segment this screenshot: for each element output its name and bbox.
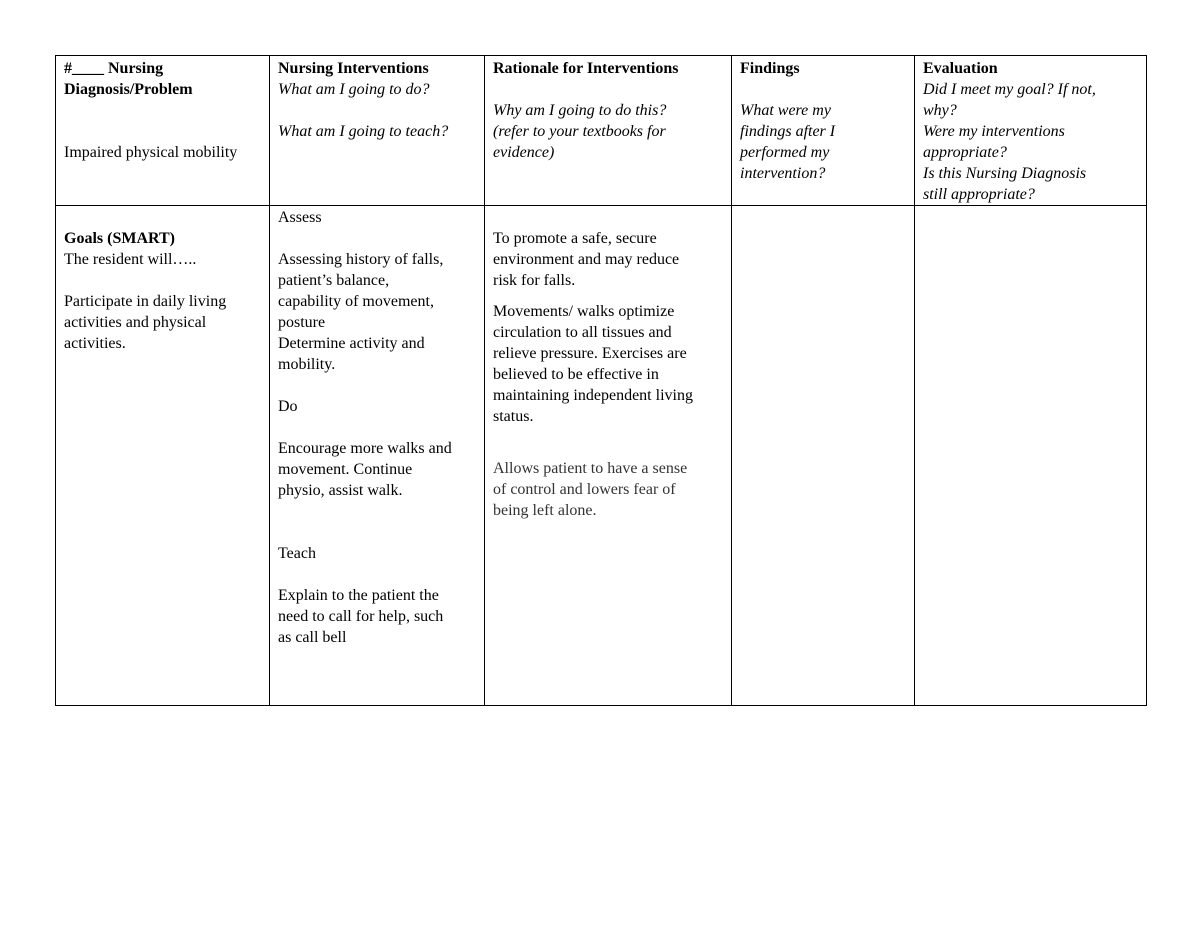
rationale2-line2: circulation to all tissues and (493, 324, 672, 341)
evaluation-header-cell (915, 56, 1147, 206)
findings-cell (732, 206, 915, 706)
rationale2-line1: Movements/ walks optimize (493, 303, 675, 320)
rationale-prompt-line2: (refer to your textbooks for (493, 123, 666, 140)
interventions-cell (270, 206, 485, 706)
do-line3: physio, assist walk. (278, 482, 403, 499)
rationale-header-cell (485, 56, 732, 206)
teach-line2: need to call for help, such (278, 608, 444, 625)
content-row (56, 206, 1147, 706)
assess-line1: Assessing history of falls, (278, 251, 444, 268)
rationale2-line4: believed to be effective in (493, 366, 659, 383)
goal-line1: Participate in daily living (64, 293, 227, 310)
assess-heading: Assess (278, 209, 322, 226)
interventions-prompt-teach: What am I going to teach? (278, 123, 449, 140)
teach-line3: as call bell (278, 629, 347, 646)
findings-prompt-line3: performed my (740, 144, 830, 161)
evaluation-prompt-line6: still appropriate? (923, 186, 1035, 203)
assess-line6: mobility. (278, 356, 336, 373)
evaluation-cell (915, 206, 1147, 706)
rationale2-line3: relieve pressure. Exercises are (493, 345, 687, 362)
rationale1-line3: risk for falls. (493, 272, 576, 289)
rationale2-line6: status. (493, 408, 534, 425)
interventions-prompt-do: What am I going to do? (278, 81, 430, 98)
evaluation-title: Evaluation (923, 60, 998, 77)
rationale1-line2: environment and may reduce (493, 251, 680, 268)
rationale3-line1: Allows patient to have a sense (493, 460, 688, 477)
rationale3-line2: of control and lowers fear of (493, 481, 676, 498)
nursing-care-plan-table (55, 55, 1147, 706)
evaluation-prompt-line4: appropriate? (923, 144, 1007, 161)
findings-prompt-line4: intervention? (740, 165, 826, 182)
evaluation-prompt-line3: Were my interventions (923, 123, 1065, 140)
do-line1: Encourage more walks and (278, 440, 452, 457)
assess-line5: Determine activity and (278, 335, 425, 352)
do-line2: movement. Continue (278, 461, 413, 478)
goal-line3: activities. (64, 335, 126, 352)
goal-line2: activities and physical (64, 314, 207, 331)
do-heading: Do (278, 398, 298, 415)
diagnosis-header-cell (56, 56, 270, 206)
diagnosis-value: Impaired physical mobility (64, 144, 238, 161)
goals-cell (56, 206, 270, 706)
interventions-header-cell (270, 56, 485, 206)
goals-lead: The resident will….. (64, 251, 197, 268)
findings-prompt-line2: findings after I (740, 123, 836, 140)
evaluation-prompt-line5: Is this Nursing Diagnosis (923, 165, 1087, 182)
rationale-cell (485, 206, 732, 706)
findings-header-cell (732, 56, 915, 206)
diagnosis-title-line2: Diagnosis/Problem (64, 81, 193, 98)
diagnosis-title-line1: #____ Nursing (64, 60, 164, 77)
findings-prompt-line1: What were my (740, 102, 831, 119)
interventions-title: Nursing Interventions (278, 60, 429, 77)
header-row (56, 56, 1147, 206)
rationale-title: Rationale for Interventions (493, 60, 679, 77)
teach-line1: Explain to the patient the (278, 587, 439, 604)
findings-title: Findings (740, 60, 800, 77)
evaluation-prompt-line2: why? (923, 102, 957, 119)
assess-line2: patient’s balance, (278, 272, 390, 289)
evaluation-prompt-line1: Did I meet my goal? If not, (923, 81, 1096, 98)
assess-line3: capability of movement, (278, 293, 434, 310)
assess-line4: posture (278, 314, 326, 331)
teach-heading: Teach (278, 545, 316, 562)
rationale-prompt-line1: Why am I going to do this? (493, 102, 667, 119)
rationale1-line1: To promote a safe, secure (493, 230, 657, 247)
goals-title: Goals (SMART) (64, 230, 175, 247)
rationale-prompt-line3: evidence) (493, 144, 555, 161)
rationale2-line5: maintaining independent living (493, 387, 693, 404)
rationale3-line3: being left alone. (493, 502, 597, 519)
